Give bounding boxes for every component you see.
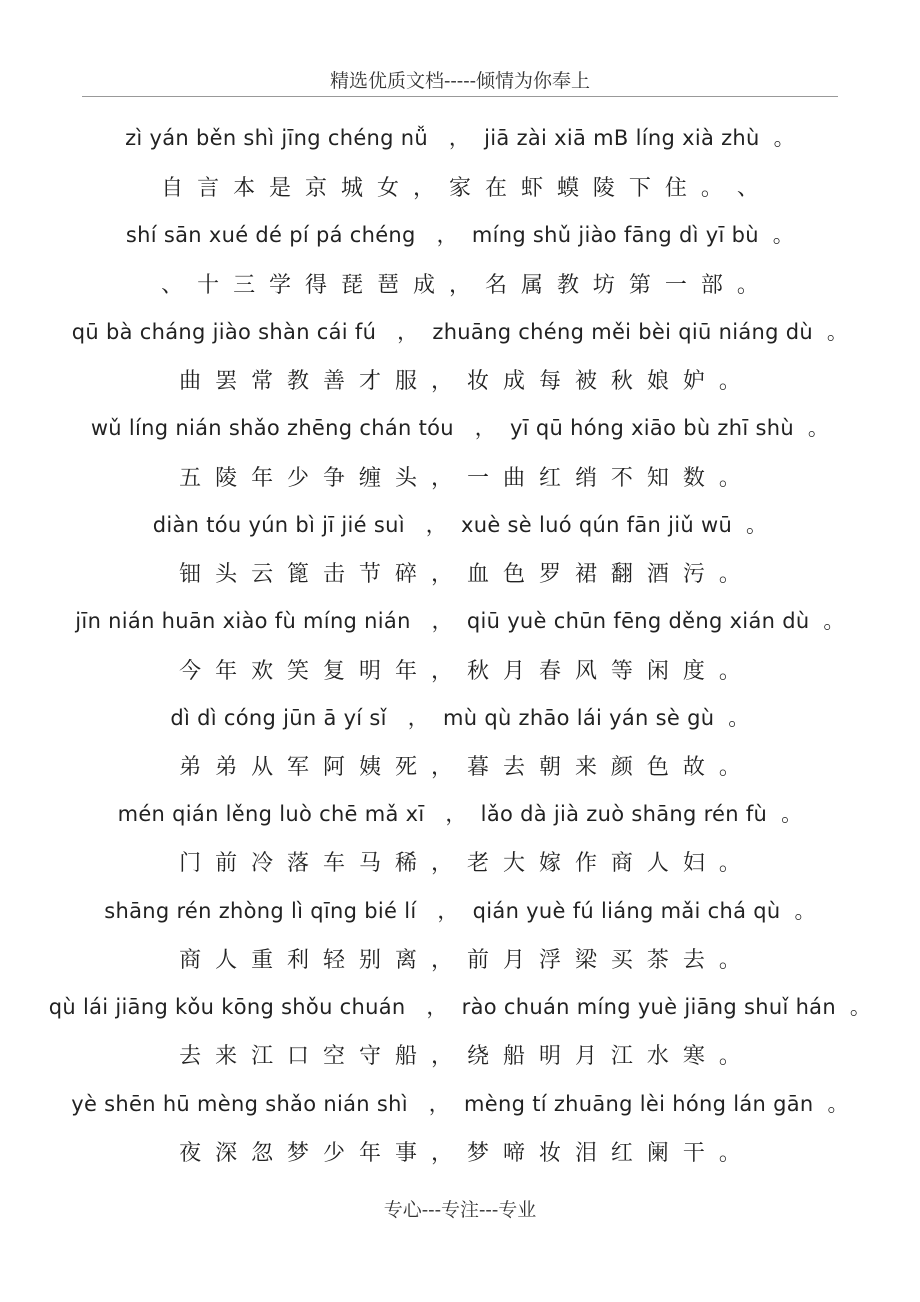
pinyin-line-4: wǔ líng nián shǎo zhēng chán tóu ， yī qū hóng xiāo bù zhī shù 。	[90, 416, 830, 440]
hanzi-line-10: 去 来 江 口 空 守 船 ， 绕 船 明 月 江 水 寒 。	[179, 1044, 741, 1069]
pinyin-line-3: qū bà cháng jiào shàn cái fú ， zhuāng chéng měi bèi qiū niáng dù 。	[71, 320, 849, 344]
pinyin-line-6: jīn nián huān xiào fù míng nián ， qiū yuè chūn fēng děng xián dù 。	[75, 609, 845, 633]
pinyin-line-2: shí sān xué dé pí pá chéng ， míng shǔ jiào fāng dì yī bù 。	[125, 223, 795, 247]
hanzi-line-3: 曲 罢 常 教 善 才 服 ， 妆 成 每 被 秋 娘 妒 。	[179, 369, 741, 394]
pinyin-line-9: shāng rén zhòng lì qīng bié lí ， qián yuè fú liáng mǎi chá qù 。	[104, 899, 816, 923]
hanzi-line-7: 弟 弟 从 军 阿 姨 死 ， 暮 去 朝 来 颜 色 故 。	[179, 755, 741, 780]
hanzi-line-4: 五 陵 年 少 争 缠 头 ， 一 曲 红 绡 不 知 数 。	[179, 466, 741, 491]
hanzi-line-1: 自 言 本 是 京 城 女 ， 家 在 虾 蟆 陵 下 住 。 、	[161, 176, 759, 201]
pinyin-line-7: dì dì cóng jūn ā yí sǐ ， mù qù zhāo lái yán sè gù 。	[170, 706, 750, 730]
hanzi-line-11: 夜 深 忽 梦 少 年 事 ， 梦 啼 妆 泪 红 阑 干 。	[179, 1141, 741, 1166]
hanzi-line-9: 商 人 重 利 轻 别 离 ， 前 月 浮 梁 买 茶 去 。	[179, 948, 741, 973]
pinyin-line-10: qù lái jiāng kǒu kōng shǒu chuán ， rào chuán míng yuè jiāng shuǐ hán 。	[48, 995, 872, 1019]
hanzi-line-2: 、 十 三 学 得 琵 琶 成 ， 名 属 教 坊 第 一 部 。	[161, 273, 759, 298]
page-header: 精选优质文档-----倾情为你奉上	[329, 70, 591, 92]
pinyin-line-5: diàn tóu yún bì jī jié suì ， xuè sè luó qún fān jiǔ wū 。	[152, 513, 768, 537]
pinyin-line-1: zì yán běn shì jīng chéng nǚ ， jiā zài xiā mB líng xià zhù 。	[125, 126, 795, 150]
pinyin-line-8: mén qián lěng luò chē mǎ xī ， lǎo dà jià zuò shāng rén fù 。	[117, 802, 803, 826]
hanzi-line-8: 门 前 冷 落 车 马 稀 ， 老 大 嫁 作 商 人 妇 。	[179, 851, 741, 876]
hanzi-line-5: 钿 头 云 篦 击 节 碎 ， 血 色 罗 裙 翻 酒 污 。	[179, 562, 741, 587]
pinyin-line-11: yè shēn hū mèng shǎo nián shì ， mèng tí zhuāng lèi hóng lán gān 。	[71, 1092, 849, 1116]
hanzi-line-6: 今 年 欢 笑 复 明 年 ， 秋 月 春 风 等 闲 度 。	[179, 659, 741, 684]
page-footer: 专心---专注---专业	[383, 1199, 537, 1221]
header-divider	[82, 96, 838, 97]
